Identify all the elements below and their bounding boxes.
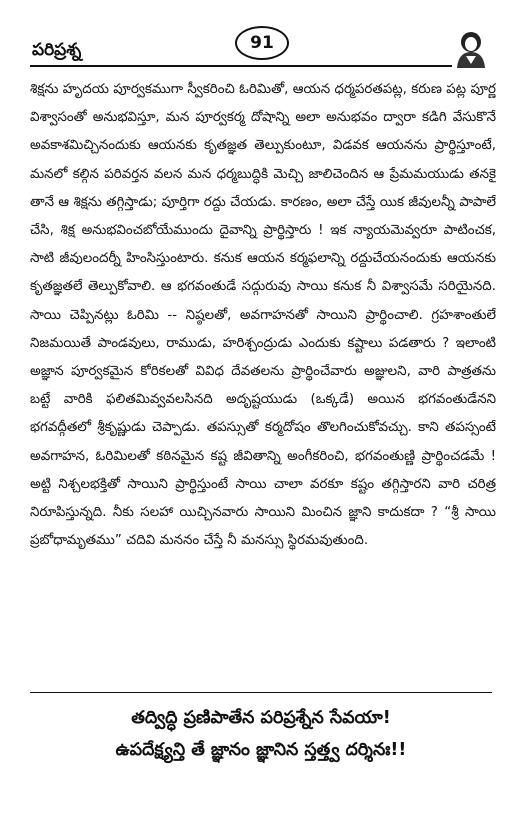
sloka-block xyxy=(30,702,492,766)
header-rule xyxy=(30,65,452,67)
page-number: 91 xyxy=(235,26,289,60)
body-text xyxy=(30,76,496,555)
sloka-line-1: తద్విద్ధి ప్రణిపాతేన పరిప్రశ్నేన సేవయా! xyxy=(131,708,391,728)
running-title: పరిప్రశ్న xyxy=(32,40,82,60)
sloka-divider xyxy=(30,692,492,693)
sloka-line-2: ఉపదేక్ష్యన్తి తే జ్ఞానం జ్ఞానిన స్తత్త్వ దర్శినః!! xyxy=(115,740,407,760)
body-paragraph: శిక్షను హృదయ పూర్వకముగా స్వీకరించి ఓరిమితో, ఆయన ధర్మపరతపట్ల, కరుణ పట్ల పూర్ణ విశ్వాసంతో అనుభవిస్తూ, మన పూర్వకర్మ దోషాన్ని అలా అనుభవం ద్వారా కడిగి వేసుకొనే అవకాశమిచ్చినందుకు ఆయనకు కృతజ్ఞత తెల్పుకుంటూ, విడవక ఆయనను ప్రార్థిస్తూంటే, మనలో కల్గిన పరివర్తన వలన మన ధర్మబుద్ధికి మెచ్చి జాలిచెందిన ఆ ప్రేమమయుడు తనకై తానే ఆ శిక్షను తగ్గిస్తాడు; పూర్తిగా రద్దు చేయడు. కారణం, అలా చేస్తే యిక జీవులన్నీ పాపాలే చేసి, శిక్ష అనుభవించబోయేముందు దైవాన్ని ప్రార్థిస్తారు ! ఇక న్యాయమెవ్వరూ పాటించక, సాటి జీవులందర్నీ హింసిస్తుంటారు. కనుక ఆయన కర్మఫలాన్ని రద్దుచేయనందుకు ఆయనకు కృతజ్ఞతలే తెల్పుకోవాలి. ఆ భగవంతుడే సద్గురువు సాయి కనుక నీ విశ్వాసమే సరియైనది. సాయి చెప్పినట్లు ఓరిమి -- నిష్ఠలతో, అవగాహనతో సాయిని ప్రార్థించాలి. గ్రహశాంతులే నిజమయితే పాండవులు, రాముడు, హరిశ్చంద్రుడు ఎందుకు కష్టాలు పడతారు ? ఇలాంటి అజ్ఞాన పూర్వకమైన కోరికలతో వివిధ దేవతలను ప్రార్థించేవారు అజ్ఞులని, వారి పాత్రతను బట్టే వారికి ఫలితమివ్వవలసినది అదృష్టయుడు (ఒక్కడే) అయిన భగవంతుడేనని భగవద్గీతలో శ్రీకృష్ణుడు చెప్పాడు. తపస్సుతో కర్మదోషం తొలగించుకోవచ్చు. కాని తపస్సంటే అవగాహన, ఓరిమిలతో కఠినమైన కష్ట జీవితాన్ని అంగీకరించి, భగవంతుణ్ణి ప్రార్థించడమే ! అట్టి నిశ్చలభక్తితో సాయిని ప్రార్థిస్తుంటే సాయి చాలా వరకూ కష్టం తగ్గిస్తారని వారి చరిత్ర నిరూపిస్తున్నది. నీకు సలహా యిచ్చినవారు సాయిని మించిన జ్ఞాని కాదుకదా ? “శ్రీ సాయి ప్రబోధామృతము” చదివి మననం చేస్తే నీ మనస్సు స్థిరమవుతుంది. xyxy=(30,82,496,549)
page-header xyxy=(30,32,490,72)
portrait-icon xyxy=(454,30,488,68)
